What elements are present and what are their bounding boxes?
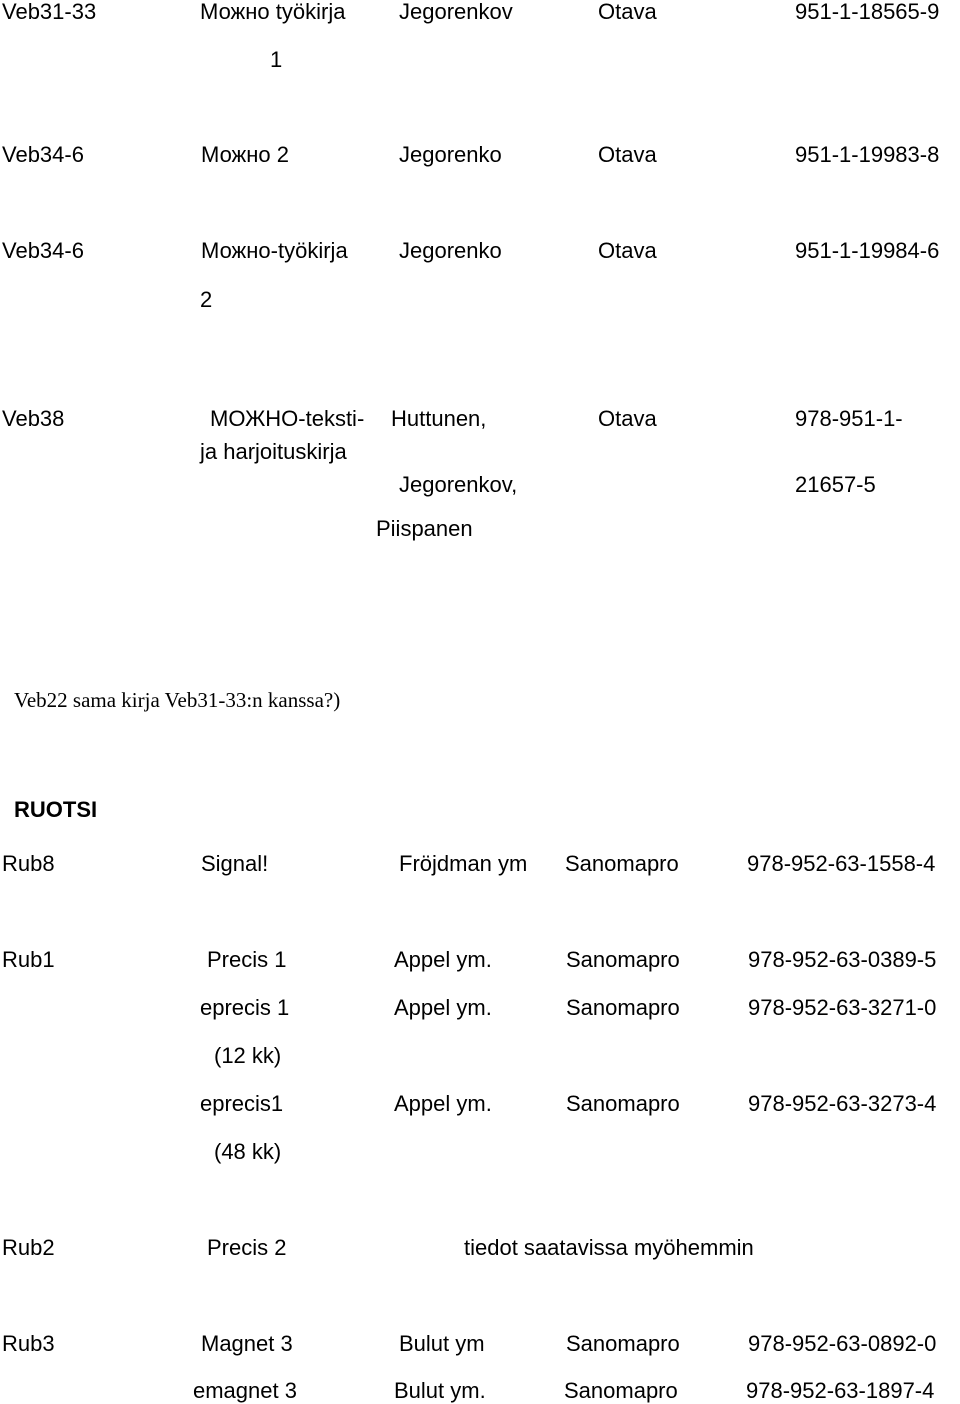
book-title: eprecis1 [200,1091,284,1116]
book-author: Bulut ym. [394,1378,486,1403]
course-code: Rub1 [2,947,55,972]
book-publisher: Sanomapro [566,947,680,972]
book-title: Magnet 3 [201,1331,293,1356]
book-title-line2: (12 kk) [214,1043,282,1068]
book-author: Fröjdman ym [399,851,528,876]
section-heading-ruotsi: RUOTSI [14,797,98,822]
book-title: Signal! [201,851,269,876]
book-author: Appel ym. [394,995,492,1020]
book-isbn: 978-951-1- [795,406,903,431]
book-isbn: 978-952-63-0389-5 [748,947,937,972]
book-isbn: 951-1-19983-8 [795,142,940,167]
book-author: Huttunen, [391,406,487,431]
book-title: Precis 2 [207,1235,287,1260]
course-code: Veb34-6 [2,142,84,167]
book-isbn: 978-952-63-3271-0 [748,995,937,1020]
book-author-line2: Jegorenkov, [399,472,518,497]
book-isbn: 951-1-18565-9 [795,0,940,24]
note-text: Veb22 sama kirja Veb31-33:n kanssa?) [14,688,341,712]
book-title-line2: ja harjoituskirja [200,439,347,464]
book-author: Jegorenko [399,142,502,167]
course-code: Veb31-33 [2,0,97,24]
book-info: tiedot saatavissa myöhemmin [464,1235,754,1260]
book-author: Jegorenkov [399,0,513,24]
book-publisher: Sanomapro [564,1378,678,1403]
book-publisher: Otava [598,406,657,431]
book-publisher: Otava [598,0,657,24]
course-code: Rub8 [2,851,55,876]
book-title: Precis 1 [207,947,287,972]
book-author: Bulut ym [399,1331,485,1356]
book-isbn: 951-1-19984-6 [795,238,940,263]
book-publisher: Sanomapro [566,1091,680,1116]
course-code: Rub2 [2,1235,55,1260]
course-code: Rub3 [2,1331,55,1356]
course-code: Veb34-6 [2,238,84,263]
book-publisher: Sanomapro [565,851,679,876]
book-author: Appel ym. [394,1091,492,1116]
book-author-line3: Piispanen [376,516,473,541]
book-author: Jegorenko [399,238,502,263]
book-title: МОЖНО-teksti- [210,406,365,431]
book-isbn-line2: 21657-5 [795,472,876,497]
book-title-line2: (48 kk) [214,1139,282,1164]
book-title: Можно työkirja [200,0,346,24]
book-author: Appel ym. [394,947,492,972]
book-title: eprecis 1 [200,995,290,1020]
book-isbn: 978-952-63-1558-4 [747,851,936,876]
book-isbn: 978-952-63-3273-4 [748,1091,937,1116]
book-title-line2: 1 [270,47,283,72]
book-title-line2: 2 [200,287,213,312]
book-title: Можно 2 [201,142,290,167]
book-publisher: Otava [598,238,657,263]
book-isbn: 978-952-63-0892-0 [748,1331,937,1356]
book-isbn: 978-952-63-1897-4 [746,1378,935,1403]
book-title: emagnet 3 [193,1378,297,1403]
book-publisher: Sanomapro [566,1331,680,1356]
book-publisher: Otava [598,142,657,167]
book-publisher: Sanomapro [566,995,680,1020]
course-code: Veb38 [2,406,65,431]
book-title: Можно-työkirja [201,238,348,263]
